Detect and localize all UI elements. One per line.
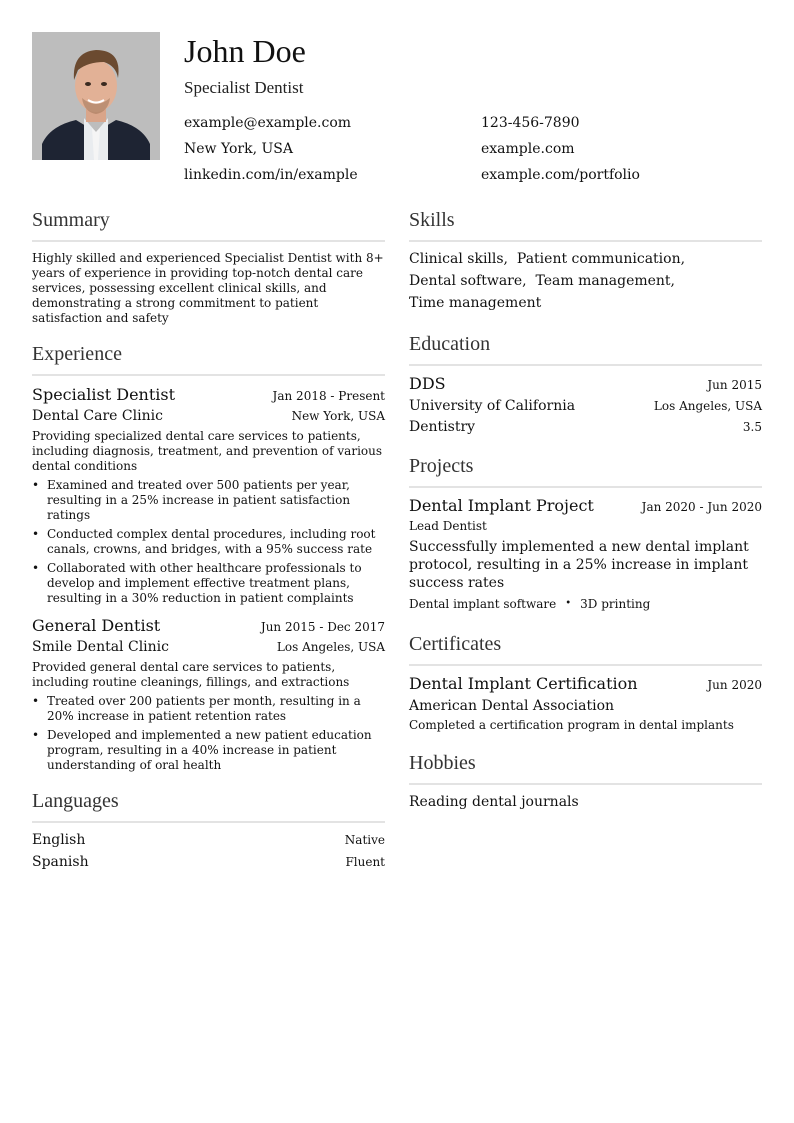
education-field: Dentistry (409, 419, 476, 435)
summary-text: Highly skilled and experienced Specialist Dentist with 8+ years of experience in providing top-notch dental care services, possessing excellent clinical skills, and demonstrating a strong commitment to patient satisfaction and safety (32, 251, 384, 325)
certificate-issuer: American Dental Association (409, 698, 615, 714)
certificates-heading: Certificates (409, 633, 502, 655)
job-bullet: • Examined and treated over 500 patients per year, resulting in a 25% increase in patient satisfaction ratings (32, 478, 385, 523)
section-divider (409, 783, 762, 785)
contact-phone[interactable]: 123-456-7890 (481, 115, 580, 131)
job-bullet: • Conducted complex dental procedures, including root canals, crowns, and bridges, with a 95% success rate (32, 527, 385, 557)
education-gpa: 3.5 (742, 420, 762, 434)
certificate-date: Jun 2020 (707, 678, 762, 692)
projects-section (409, 454, 762, 612)
section-divider (32, 374, 385, 376)
job-position: General Dentist (32, 616, 161, 635)
certificates-section (409, 632, 762, 733)
job-position: Specialist Dentist (32, 385, 176, 404)
section-divider (409, 486, 762, 488)
experience-item (32, 385, 385, 606)
candidate-title: Specialist Dentist (184, 78, 304, 97)
education-school: University of California (409, 398, 576, 414)
summary-heading: Summary (32, 209, 110, 231)
portrait-photo (32, 32, 160, 160)
language-level: Fluent (345, 855, 385, 869)
projects-heading: Projects (409, 455, 474, 477)
section-divider (409, 364, 762, 366)
education-location: Los Angeles, USA (653, 399, 762, 413)
project-dates: Jan 2020 - Jun 2020 (641, 500, 762, 514)
contact-location: New York, USA (184, 141, 293, 157)
project-tags (409, 596, 762, 612)
job-bullet: • Collaborated with other healthcare professionals to develop and implement effective treatment plans, resulting in a 30% reduction in patient complaints (32, 561, 385, 606)
contact-email[interactable]: example@example.com (184, 115, 352, 131)
language-name: English (32, 832, 86, 848)
languages-section (32, 789, 385, 871)
project-role: Lead Dentist (409, 519, 487, 533)
candidate-name: John Doe (184, 33, 306, 69)
skill-item: Patient communication, (516, 251, 686, 267)
contact-linkedin[interactable]: linkedin.com/in/example (184, 167, 358, 183)
job-description: Provided general dental care services to patients, including routine cleanings, fillings, and extractions (32, 660, 350, 689)
separator-dot-icon: • (565, 598, 572, 609)
section-divider (409, 240, 762, 242)
hobbies-section (409, 751, 762, 811)
project-description: Successfully implemented a new dental implant protocol, resulting in a 25% increase in implant success rates (409, 539, 749, 591)
certificate-description: Completed a certification program in dental implants (409, 718, 734, 732)
contact-portfolio[interactable]: example.com/portfolio (481, 167, 640, 183)
job-location: New York, USA (291, 409, 385, 423)
language-row (32, 853, 385, 871)
education-section (409, 332, 762, 436)
skills-list (409, 248, 762, 314)
education-date: Jun 2015 (707, 378, 762, 392)
contact-website[interactable]: example.com (481, 141, 575, 157)
skill-item: Team management, (535, 273, 676, 289)
summary-section (32, 208, 385, 326)
certificate-name: Dental Implant Certification (409, 674, 638, 693)
right-column (409, 208, 762, 811)
profile-photo (32, 32, 160, 160)
section-divider (32, 821, 385, 823)
skills-heading: Skills (409, 209, 455, 231)
languages-heading: Languages (32, 790, 119, 812)
job-bullet: • Developed and implemented a new patient education program, resulting in a 40% increase in patient understanding of oral health (32, 728, 385, 773)
language-row (32, 831, 385, 849)
job-dates: Jun 2015 - Dec 2017 (260, 620, 385, 634)
skills-section (409, 208, 762, 314)
education-degree: DDS (409, 374, 446, 393)
education-heading: Education (409, 333, 491, 355)
job-description: Providing specialized dental care services to patients, including diagnosis, treatment, and prevention of various dental conditions (32, 429, 383, 473)
hobby-item: Reading dental journals (409, 794, 579, 810)
job-bullet: • Treated over 200 patients per month, resulting in a 20% increase in patient retention rates (32, 694, 385, 724)
job-company: Smile Dental Clinic (32, 639, 169, 655)
skill-item: Time management (409, 295, 542, 311)
project-tag: Dental implant software (409, 597, 557, 611)
project-tag: 3D printing (580, 597, 651, 611)
experience-heading: Experience (32, 343, 122, 365)
experience-item (32, 616, 385, 773)
hobbies-heading: Hobbies (409, 752, 476, 774)
skill-item: Clinical skills, (409, 251, 509, 267)
job-dates: Jan 2018 - Present (272, 389, 385, 403)
job-company: Dental Care Clinic (32, 408, 163, 424)
job-location: Los Angeles, USA (276, 640, 385, 654)
project-name: Dental Implant Project (409, 496, 594, 515)
section-divider (409, 664, 762, 666)
experience-section (32, 342, 385, 773)
skill-item: Dental software, (409, 273, 527, 289)
section-divider (32, 240, 385, 242)
language-level: Native (344, 833, 385, 847)
language-name: Spanish (32, 854, 89, 870)
left-column (32, 208, 385, 871)
